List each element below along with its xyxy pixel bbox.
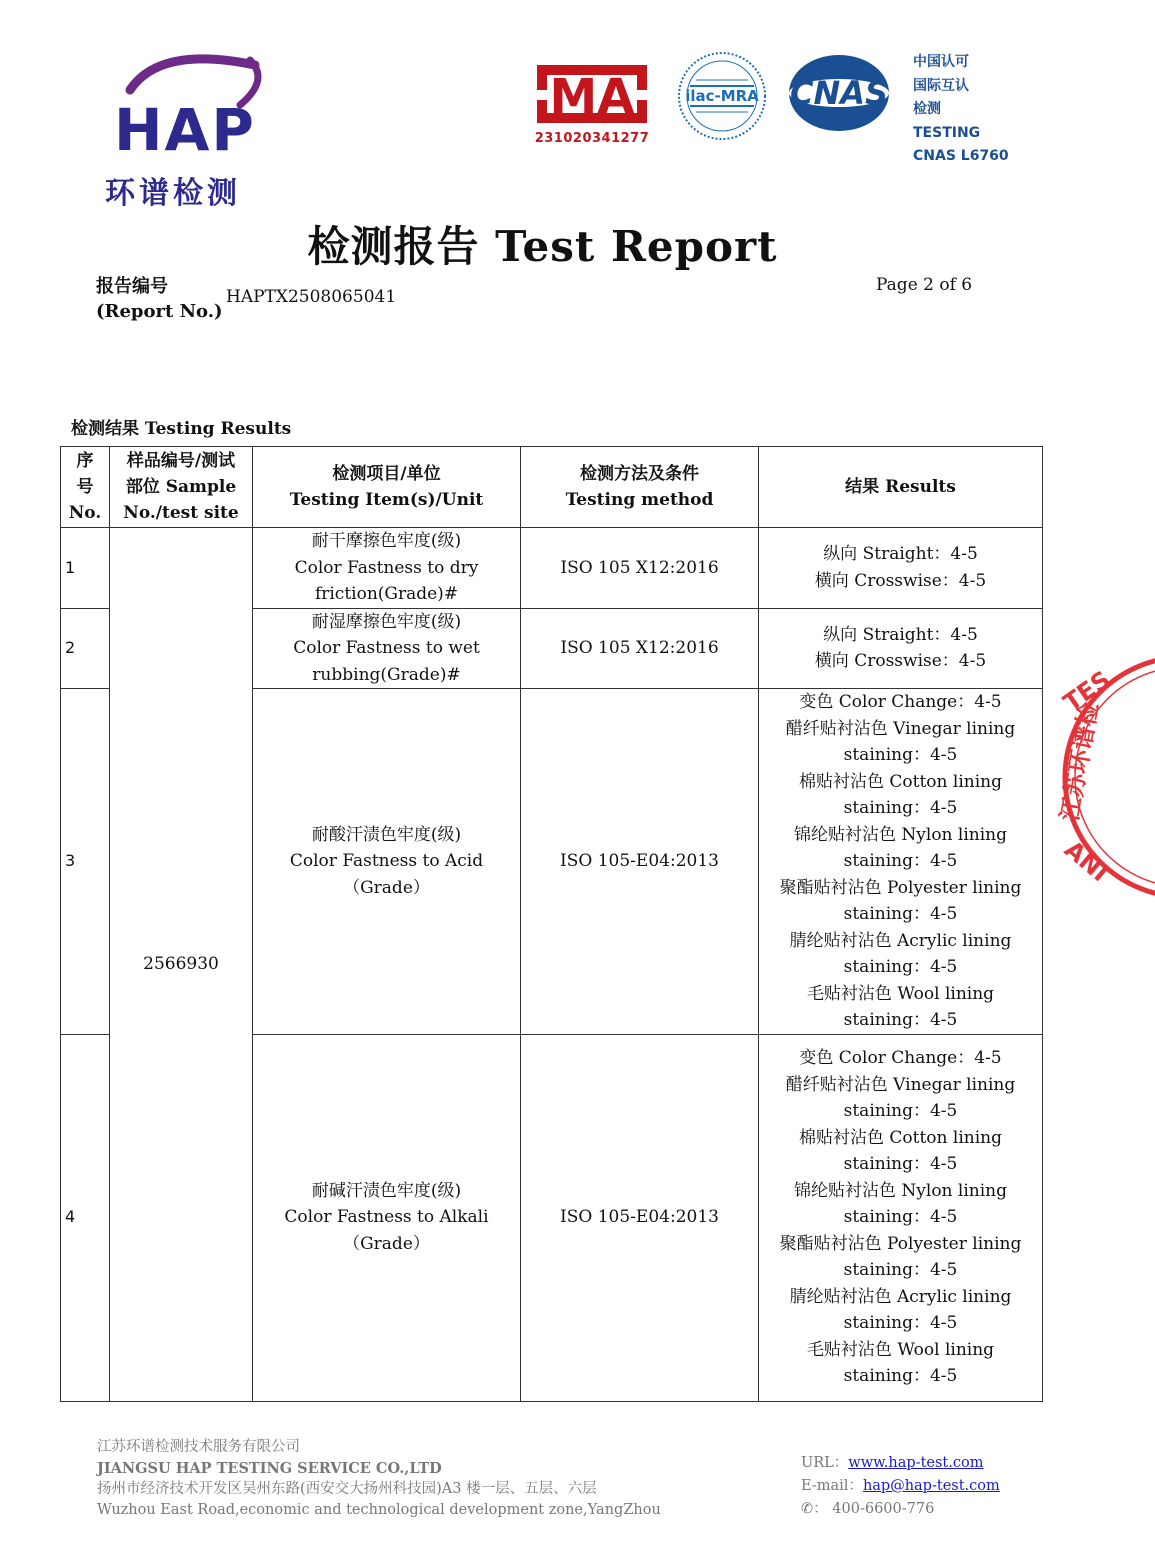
result-line: 醋纤贴衬沾色 Vinegar lining [785,1074,1016,1095]
result-cell [759,608,1043,689]
result-line: 棉贴衬沾色 Cotton lining [799,771,1002,792]
footer-company-cn: 江苏环谱检测技术服务有限公司 [97,1439,300,1455]
email-link[interactable]: hap@hap-test.com [862,1478,1000,1494]
result-line: staining：4-5 [843,1366,958,1387]
test-item-cell [253,528,521,609]
test-item-line: （Grade） [343,1233,430,1254]
sample-no: 2566930 [143,954,219,974]
test-item-line: 耐酸汗渍色牢度(级) [311,824,462,845]
header-sample-line: 部位 Sample [125,477,237,497]
test-item-line: Color Fastness to Acid [289,851,484,871]
row-no: 4 [61,1034,110,1401]
accreditation-text [913,51,1009,169]
cnas-icon [786,52,892,134]
footer-company-en: JIANGSU HAP TESTING SERVICE CO.,LTD [97,1460,442,1477]
hap-logo [100,50,275,210]
test-item-line: Color Fastness to Alkali [284,1207,489,1228]
result-line: 横向 Crosswise：4-5 [814,570,987,591]
svg-text:ANI: ANI [1059,835,1114,888]
result-line: 毛贴衬沾色 Wool lining [806,1339,995,1360]
svg-text:MA: MA [549,69,635,125]
result-line: 醋纤贴衬沾色 Vinegar lining [785,718,1016,739]
svg-text:江苏环谱检: 江苏环谱检 [1055,700,1104,824]
result-line: 聚酯贴衬沾色 Polyester lining [779,877,1022,898]
accreditation-line: 国际互认 [913,77,969,94]
accreditation-line: 检测 [913,101,941,117]
email-label: E-mail： [801,1478,863,1494]
row-no: 3 [61,689,110,1035]
header-result: 结果 Results [759,447,1043,528]
section-title: 检测结果 Testing Results [71,419,292,439]
hap-logo-cn: 环谱检测 [105,176,241,211]
website-link[interactable]: www.hap-test.com [848,1455,984,1471]
result-line: 纵向 Straight：4-5 [823,544,978,565]
test-method: ISO 105 X12:2016 [521,608,759,689]
footer-address-cn: 扬州市经济技术开发区吴州东路(西安交大扬州科技园)A3 楼一层、五层、六层 [97,1481,597,1497]
report-no-label [96,274,223,324]
header-method [521,447,759,528]
result-line: staining：4-5 [843,904,958,924]
header-no [61,447,110,528]
header-sample [110,447,253,528]
result-line: 腈纶贴衬沾色 Acrylic lining [789,930,1012,951]
result-line: 纵向 Straight：4-5 [823,624,978,645]
result-line: staining：4-5 [843,1154,958,1175]
test-item-line: 耐碱汗渍色牢度(级) [311,1180,462,1201]
result-cell [759,689,1043,1035]
hap-logo-icon [100,50,275,170]
result-line: 棉贴衬沾色 Cotton lining [799,1127,1002,1148]
report-no-label-cn: 报告编号 [96,276,168,297]
header-item-line: 检测项目/单位 [332,464,441,484]
test-item-line: rubbing(Grade)# [312,664,461,685]
ilac-mra-logo [676,50,768,142]
seal-icon [1055,652,1155,902]
accreditation-line: 中国认可 [913,54,969,70]
result-line: 聚酯贴衬沾色 Polyester lining [779,1233,1022,1254]
cma-logo [527,55,657,150]
phone-icon: ✆： [801,1501,828,1517]
result-line: staining：4-5 [843,1313,958,1334]
test-item-line: Color Fastness to wet [293,638,480,658]
test-method: ISO 105-E04:2013 [521,689,759,1035]
test-item-line: friction(Grade)# [314,584,459,604]
report-number: HAPTX2508065041 [226,287,397,307]
result-line: 横向 Crosswise：4-5 [814,651,987,672]
test-item-line: （Grade） [343,877,430,898]
footer-phone-line [801,1498,1000,1521]
header-item [253,447,521,528]
footer-address-en: Wuzhou East Road,economic and technological development zone,YangZhou [97,1502,661,1518]
result-line: staining：4-5 [843,1010,958,1030]
svg-text:TES: TES [1058,665,1116,717]
table-header-row [61,447,1043,528]
test-item-line: 耐干摩擦色牢度(级) [311,531,462,551]
test-item-cell [253,608,521,689]
result-line: 腈纶贴衬沾色 Acrylic lining [789,1286,1012,1307]
header-sample-line: 样品编号/测试 [126,451,236,471]
result-line: staining：4-5 [843,957,958,977]
result-line: 毛贴衬沾色 Wool lining [806,983,995,1004]
report-no-label-en: (Report No.) [96,301,223,322]
row-no: 1 [61,528,110,609]
table-row [61,528,1043,609]
header-sample-line: No./test site [123,503,239,523]
result-line: staining：4-5 [843,798,958,818]
header-method-line: Testing method [565,490,714,510]
cma-number: 231020341277 [534,131,650,146]
result-line: staining：4-5 [843,1101,958,1122]
results-table [60,446,1043,1402]
ilac-mra-icon [676,50,768,142]
test-method: ISO 105-E04:2013 [521,1034,759,1401]
result-cell [759,1034,1043,1401]
result-line: staining：4-5 [843,745,958,765]
accreditation-line: CNAS L6760 [913,148,1009,164]
test-item-cell [253,1034,521,1401]
svg-text:CNAS: CNAS [789,74,889,112]
footer-email-line [801,1475,1000,1498]
result-line: staining：4-5 [843,1260,958,1281]
header-no-line: 号 [76,477,94,497]
sample-no-cell [110,528,253,1402]
svg-text:ilac-MRA: ilac-MRA [685,87,759,105]
result-line: 变色 Color Change：4-5 [799,1048,1002,1069]
cma-icon [527,55,657,130]
test-item-cell [253,689,521,1035]
test-method: ISO 105 X12:2016 [521,528,759,609]
result-line: staining：4-5 [843,851,958,871]
result-line: 锦纶贴衬沾色 Nylon lining [794,824,1007,845]
footer-contact [801,1452,1000,1521]
company-seal [1055,652,1155,902]
footer-url-line [801,1452,1000,1475]
phone-number: 400-6600-776 [832,1501,935,1517]
accreditation-line: TESTING [913,124,981,141]
footer-company-info [97,1437,661,1521]
result-cell [759,528,1043,609]
page-number: Page 2 of 6 [876,275,973,295]
url-label: URL： [801,1455,849,1471]
result-line: staining：4-5 [843,1207,958,1228]
header-no-line: 序 [76,451,94,471]
header-item-line: Testing Item(s)/Unit [289,490,484,510]
test-item-line: Color Fastness to dry [294,557,479,578]
test-item-line: 耐湿摩擦色牢度(级) [311,611,462,632]
result-line: 变色 Color Change：4-5 [799,692,1002,712]
page-title: 检测报告 Test Report [307,222,778,271]
header-method-line: 检测方法及条件 [580,464,699,484]
result-line: 锦纶贴衬沾色 Nylon lining [794,1180,1007,1201]
cnas-logo [786,52,892,134]
header-no-line: No. [68,503,102,523]
row-no: 2 [61,608,110,689]
svg-text:HAP: HAP [114,96,256,164]
